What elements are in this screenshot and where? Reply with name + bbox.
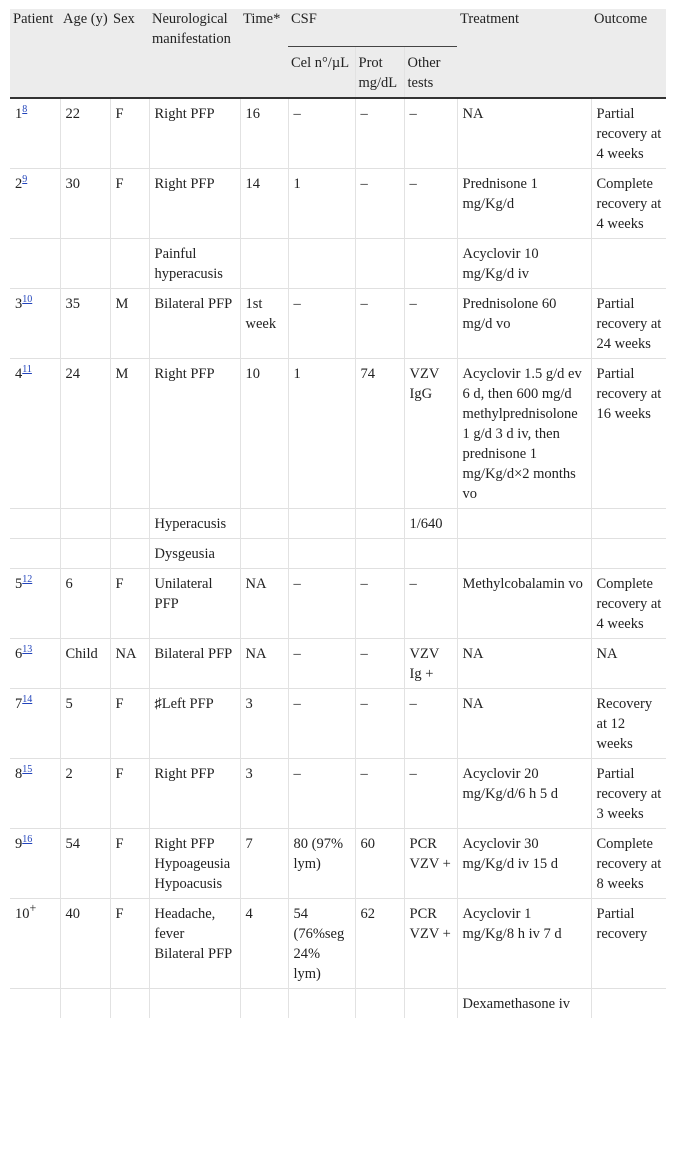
table-row [10,98,666,169]
cell-time: NA [240,639,288,689]
cell-patient [10,829,60,899]
header-neuro: Neurological manifestation [149,9,240,98]
cell-treatment: Acyclovir 1 mg/Kg/8 h iv 7 d [457,899,591,989]
table-row [10,359,666,509]
cell-other: VZV IgG [404,359,457,509]
cell-age: 2 [60,759,110,829]
header-treatment: Treatment [457,9,591,98]
cell-time [240,989,288,1019]
cell-time: NA [240,569,288,639]
cell-outcome: Partial recovery at 4 weeks [591,98,666,169]
cell-sex: F [110,689,149,759]
cell-prot [355,539,404,569]
cell-neuro: Right PFP Hypoageusia Hypoacusis [149,829,240,899]
cell-other: – [404,569,457,639]
cell-age [60,509,110,539]
cell-patient [10,98,60,169]
cell-age: 6 [60,569,110,639]
cell-cel: – [288,98,355,169]
cell-cel: 1 [288,359,355,509]
cell-sex: F [110,98,149,169]
cell-sex: F [110,899,149,989]
table-row [10,759,666,829]
cell-time: 3 [240,759,288,829]
cell-neuro: Dysgeusia [149,539,240,569]
cell-treatment [457,509,591,539]
table-row [10,989,666,1019]
reference-link[interactable]: 14 [22,694,33,706]
cell-treatment: NA [457,98,591,169]
cell-cel: 54 (76%seg 24% lym) [288,899,355,989]
cell-cel [288,509,355,539]
cell-outcome: Partial recovery at 3 weeks [591,759,666,829]
cell-other: – [404,98,457,169]
cell-age: 35 [60,289,110,359]
cell-other: PCR VZV + [404,829,457,899]
cell-age: 5 [60,689,110,759]
cell-prot: 62 [355,899,404,989]
cell-cel: – [288,639,355,689]
cell-outcome [591,239,666,289]
cell-prot: – [355,639,404,689]
cell-outcome [591,989,666,1019]
cell-prot [355,989,404,1019]
cell-prot: – [355,169,404,239]
table-container [10,9,666,1159]
cell-neuro: Right PFP [149,359,240,509]
reference-link[interactable]: 11 [22,364,32,376]
cell-outcome [591,539,666,569]
cell-neuro: Unilateral PFP [149,569,240,639]
header-time: Time* [240,9,288,98]
cell-outcome: NA [591,639,666,689]
cell-age [60,239,110,289]
cell-patient [10,289,60,359]
cell-prot: – [355,289,404,359]
cell-cel: – [288,689,355,759]
cell-treatment: NA [457,689,591,759]
table-body [10,98,666,1018]
cell-sex: F [110,829,149,899]
cell-prot: – [355,569,404,639]
cell-outcome: Complete recovery at 8 weeks [591,829,666,899]
cell-neuro: Headache, fever Bilateral PFP [149,899,240,989]
cell-sex: F [110,169,149,239]
cell-treatment: Dexamethasone iv [457,989,591,1019]
cell-cel: 1 [288,169,355,239]
cell-other: – [404,759,457,829]
reference-link[interactable]: 15 [22,764,33,776]
cell-treatment: Acyclovir 30 mg/Kg/d iv 15 d [457,829,591,899]
reference-link[interactable]: 9 [22,174,28,186]
cell-time [240,239,288,289]
cell-neuro: Bilateral PFP [149,289,240,359]
cell-time: 14 [240,169,288,239]
cell-prot: – [355,98,404,169]
cell-neuro: Right PFP [149,759,240,829]
cell-other [404,239,457,289]
reference-link[interactable]: 12 [22,574,33,586]
cell-age [60,539,110,569]
table-row [10,509,666,539]
cell-time: 1st week [240,289,288,359]
patient-number: 4 [15,366,23,382]
reference-link[interactable]: 8 [22,104,28,116]
cell-neuro: Right PFP [149,169,240,239]
cell-neuro: ♯Left PFP [149,689,240,759]
header-prot: Prot mg/dL [355,47,404,99]
cell-other: PCR VZV + [404,899,457,989]
cell-other [404,539,457,569]
cell-time [240,539,288,569]
cell-time: 16 [240,98,288,169]
cell-age: Child [60,639,110,689]
patient-number: 6 [15,646,23,662]
cell-neuro: Right PFP [149,98,240,169]
table-row [10,569,666,639]
cell-age: 54 [60,829,110,899]
cell-other: – [404,289,457,359]
cell-outcome: Complete recovery at 4 weeks [591,169,666,239]
table-row [10,539,666,569]
cell-sex: M [110,289,149,359]
cell-patient [10,169,60,239]
cell-sex [110,539,149,569]
table-row [10,689,666,759]
cell-treatment: Acyclovir 10 mg/Kg/d iv [457,239,591,289]
cell-sex: M [110,359,149,509]
header-sex: Sex [110,9,149,98]
cell-sex [110,239,149,289]
cell-other: VZV Ig + [404,639,457,689]
case-table [10,9,666,1018]
cell-cel [288,989,355,1019]
reference-link[interactable]: 13 [22,644,33,656]
cell-time: 3 [240,689,288,759]
cell-neuro: Bilateral PFP [149,639,240,689]
patient-number: 2 [15,176,23,192]
cell-other: 1/640 [404,509,457,539]
cell-prot: – [355,689,404,759]
cell-other: – [404,689,457,759]
cell-outcome: Partial recovery at 24 weeks [591,289,666,359]
cell-cel: – [288,759,355,829]
cell-sex: F [110,759,149,829]
cell-patient [10,539,60,569]
cell-outcome: Complete recovery at 4 weeks [591,569,666,639]
header-patient: Patient [10,9,60,98]
patient-number: 8 [15,766,23,782]
cell-patient [10,509,60,539]
cell-age: 22 [60,98,110,169]
header-outcome: Outcome [591,9,666,98]
cell-time: 10 [240,359,288,509]
patient-number: 3 [15,296,23,312]
cell-outcome [591,509,666,539]
cell-neuro: Painful hyperacusis [149,239,240,289]
cell-patient [10,759,60,829]
cell-prot: – [355,759,404,829]
cell-time [240,509,288,539]
cell-patient [10,689,60,759]
table-header [10,9,666,98]
cell-age [60,989,110,1019]
cell-treatment: NA [457,639,591,689]
cell-patient [10,989,60,1019]
table-row [10,639,666,689]
patient-marker: + [29,901,37,916]
cell-cel: 80 (97% lym) [288,829,355,899]
cell-sex [110,509,149,539]
cell-prot: 74 [355,359,404,509]
patient-number: 5 [15,576,23,592]
cell-time: 7 [240,829,288,899]
cell-outcome: Partial recovery at 16 weeks [591,359,666,509]
table-row [10,289,666,359]
patient-number: 1 [15,106,23,122]
cell-neuro: Hyperacusis [149,509,240,539]
table-row [10,169,666,239]
cell-outcome: Partial recovery [591,899,666,989]
cell-treatment: Prednisone 1 mg/Kg/d [457,169,591,239]
patient-number: 10 [15,906,30,922]
reference-link[interactable]: 16 [22,834,33,846]
cell-patient [10,639,60,689]
patient-number: 7 [15,696,23,712]
cell-patient [10,359,60,509]
cell-patient [10,239,60,289]
patient-number: 9 [15,836,23,852]
cell-age: 30 [60,169,110,239]
cell-other [404,989,457,1019]
cell-prot: 60 [355,829,404,899]
header-age: Age (y) [60,9,110,98]
cell-neuro [149,989,240,1019]
cell-sex: F [110,569,149,639]
cell-outcome: Recovery at 12 weeks [591,689,666,759]
table-row [10,239,666,289]
cell-time: 4 [240,899,288,989]
cell-treatment: Prednisolone 60 mg/d vo [457,289,591,359]
cell-cel [288,539,355,569]
cell-treatment: Methylcobalamin vo [457,569,591,639]
table-row [10,899,666,989]
cell-patient [10,899,60,989]
cell-prot [355,509,404,539]
cell-other: – [404,169,457,239]
cell-cel [288,239,355,289]
cell-sex: NA [110,639,149,689]
cell-cel: – [288,289,355,359]
cell-treatment: Acyclovir 1.5 g/d ev 6 d, then 600 mg/d methylprednisolone 1 g/d 3 d iv, then prednisone 1 mg/Kg/d×2 months vo [457,359,591,509]
table-row [10,829,666,899]
cell-cel: – [288,569,355,639]
header-csf: CSF [288,9,457,47]
cell-prot [355,239,404,289]
header-cel: Cel n°/µL [288,47,355,99]
cell-age: 40 [60,899,110,989]
cell-treatment: Acyclovir 20 mg/Kg/d/6 h 5 d [457,759,591,829]
cell-treatment [457,539,591,569]
reference-link[interactable]: 10 [22,294,33,306]
cell-sex [110,989,149,1019]
cell-patient [10,569,60,639]
cell-age: 24 [60,359,110,509]
header-other: Other tests [404,47,457,99]
